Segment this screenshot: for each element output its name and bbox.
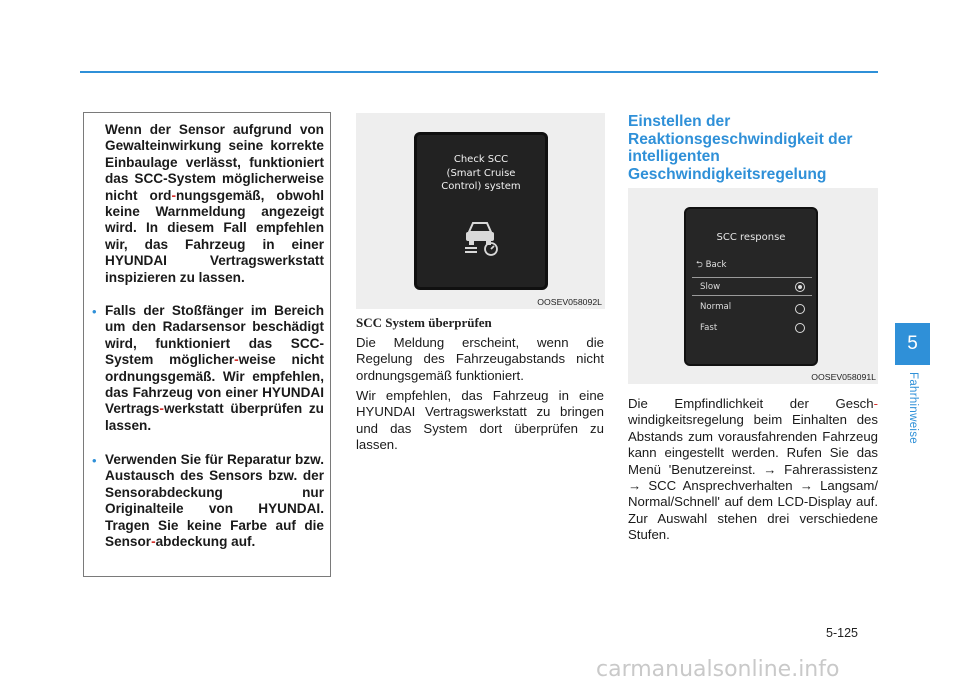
figure-caption: OOSEV058091L — [811, 372, 876, 382]
chapter-tab: 5 — [895, 323, 930, 365]
option-fast: Fast — [692, 319, 812, 338]
warning-bullet-3: Verwenden Sie für Reparatur bzw. Austausch des Sensors bzw. der Sensorabdeckung nur Originalteile von HYUNDAI. Tragen Sie keine Farbe auf die Sensor-abdeckung auf. — [105, 452, 324, 550]
check-scc-message: Check SCC (Smart Cruise Control) system — [441, 154, 521, 192]
option-normal: Normal — [692, 298, 812, 317]
response-body: Die Empfindlichkeit der Gesch-windigkeitsregelung beim Einhalten des Abstands zum vorausfahrenden Fahrzeug kann eingestellt werden. Rufen Sie das Menü 'Benutzereinst. → Fahrerassistenz → SCC Ansprechverhalten → Langsam/ Normal/Schnell' auf dem LCD-Display auf. Zur Auswahl stehen drei verschiedene Stufen. — [628, 396, 878, 543]
back-button: ⮌ Back — [696, 260, 727, 270]
scc-warning-icon — [460, 217, 504, 257]
radio-icon — [795, 304, 805, 314]
option-slow: Slow — [692, 277, 812, 296]
watermark: carmanualsonline.info — [596, 657, 840, 682]
radio-selected-icon — [795, 282, 805, 292]
top-rule — [80, 71, 878, 73]
response-heading: Einstellen der Reaktionsgeschwindigkeit der intelligenten Geschwindigkeitsregelung — [628, 113, 853, 183]
check-scc-figure — [356, 113, 605, 309]
page-number: 5-125 — [826, 626, 858, 640]
cluster-display — [414, 132, 548, 290]
check-scc-para-2: Wir empfehlen, das Fahrzeug in eine HYUNDAI Vertragswerkstatt zu bringen und das System dort überprüfen zu lassen. — [356, 388, 604, 453]
warning-paragraph-1: Wenn der Sensor aufgrund von Gewalteinwirkung seine korrekte Einbaulage verlässt, funktioniert das SCC-System möglicherweise nicht ord-nungsgemäß, obwohl keine Warnmeldung angezeigt wird. In diesem Fall empfehlen wir, das Fahrzeug in einer HYUNDAI Vertragswerkstatt inspizieren zu lassen. — [105, 122, 324, 285]
lcd-menu-display — [684, 207, 818, 366]
check-scc-heading: SCC System überprüfen — [356, 315, 492, 330]
warning-box — [83, 112, 331, 577]
figure-caption: OOSEV058092L — [537, 297, 602, 307]
bullet-icon: • — [92, 453, 97, 468]
menu-title: SCC response — [716, 232, 786, 243]
radio-icon — [795, 323, 805, 333]
bullet-icon: • — [92, 304, 97, 319]
warning-bullet-2: Falls der Stoßfänger im Bereich um den Radarsensor beschädigt wird, funktioniert das SCC-System möglicher-weise nicht ordnungsgemäß. Wir empfehlen, das Fahrzeug von einer HYUNDAI Vertrags-werkstatt überprüfen zu lassen. — [105, 303, 324, 433]
scc-response-figure — [628, 188, 878, 384]
chapter-label: Fahrhinweise — [907, 372, 919, 444]
check-scc-para-1: Die Meldung erscheint, wenn die Regelung des Fahrzeugabstands nicht ordnungsgemäß funktioniert. — [356, 335, 604, 383]
